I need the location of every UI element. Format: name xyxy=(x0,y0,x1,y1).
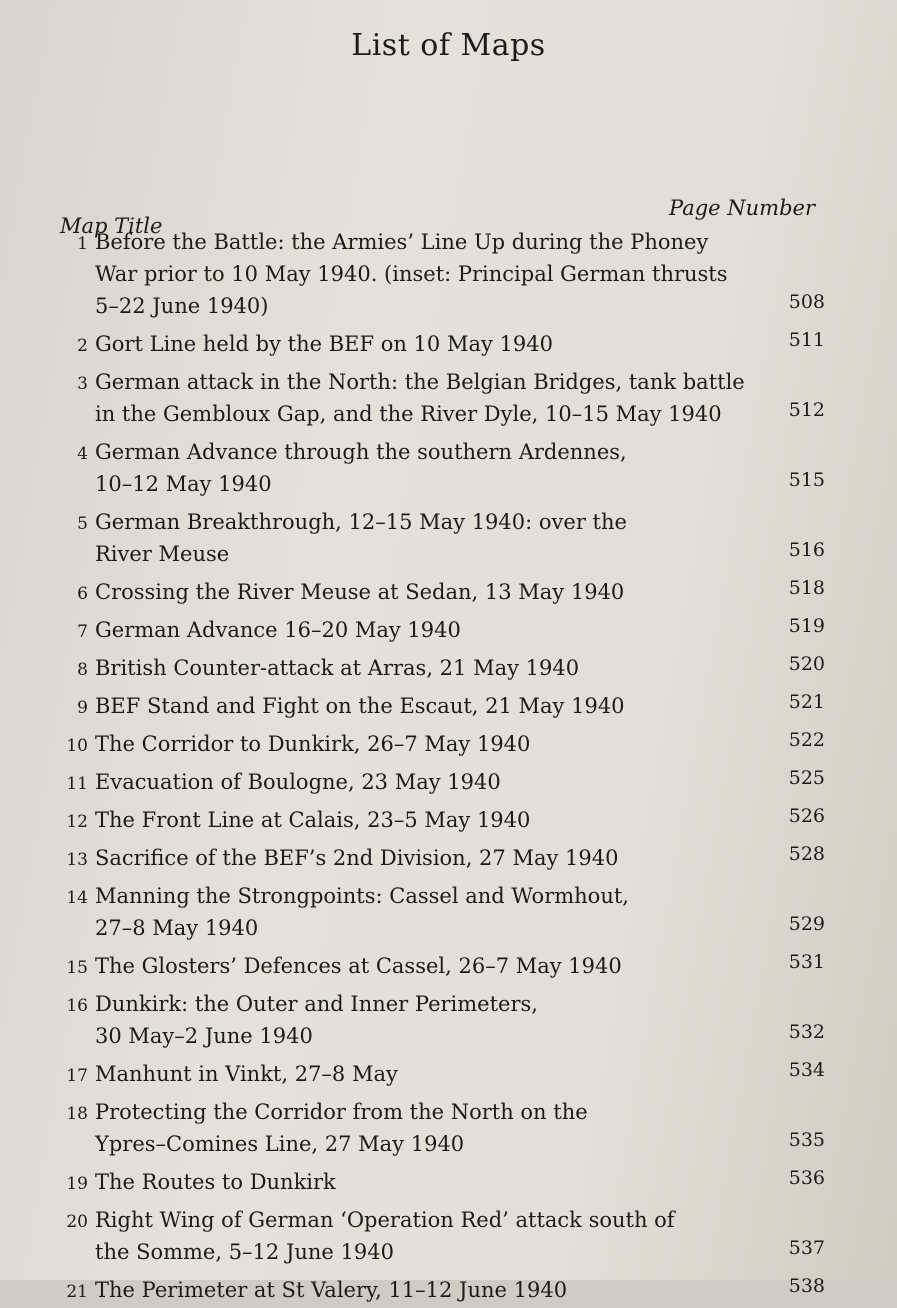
map-title xyxy=(95,988,745,1052)
map-number: 8 xyxy=(77,660,88,680)
map-title-line: 30 May–2 June 1940 xyxy=(95,1024,313,1048)
map-title-line: The Routes to Dunkirk xyxy=(95,1170,336,1194)
map-number: 4 xyxy=(77,444,88,464)
map-title xyxy=(95,842,745,874)
map-entry xyxy=(0,766,897,798)
map-entry xyxy=(0,506,897,570)
map-title-line: Manning the Strongpoints: Cassel and Wormhout, xyxy=(95,884,629,908)
map-title-line: British Counter-attack at Arras, 21 May 1940 xyxy=(95,656,580,680)
map-entry xyxy=(0,728,897,760)
map-number: 15 xyxy=(66,958,88,978)
map-title xyxy=(95,950,745,982)
map-title xyxy=(95,1096,745,1160)
map-number: 1 xyxy=(77,234,88,254)
map-title-line: Protecting the Corridor from the North on the xyxy=(95,1100,588,1124)
page-number: 526 xyxy=(788,805,825,827)
map-entry xyxy=(0,226,897,322)
map-title xyxy=(95,226,745,322)
map-title-line: German Advance 16–20 May 1940 xyxy=(95,618,461,642)
map-title-column-header: Map Title xyxy=(60,214,163,238)
page-number: 535 xyxy=(788,1129,825,1151)
map-list xyxy=(0,220,897,1306)
map-number: 19 xyxy=(66,1174,88,1194)
map-title-line: The Perimeter at St Valery, 11–12 June 1940 xyxy=(95,1278,568,1302)
map-title-line: The Corridor to Dunkirk, 26–7 May 1940 xyxy=(95,732,531,756)
map-title-line: War prior to 10 May 1940. (inset: Principal German thrusts xyxy=(95,262,728,286)
map-number: 21 xyxy=(66,1282,88,1302)
page-number: 518 xyxy=(788,577,825,599)
map-entry xyxy=(0,988,897,1052)
map-title xyxy=(95,366,745,430)
page-number: 512 xyxy=(788,399,825,421)
map-title xyxy=(95,506,745,570)
map-number: 9 xyxy=(77,698,88,718)
map-title xyxy=(95,1204,745,1268)
page-number: 531 xyxy=(788,951,825,973)
map-title-line: the Somme, 5–12 June 1940 xyxy=(95,1240,394,1264)
map-entry xyxy=(0,366,897,430)
map-entry xyxy=(0,1204,897,1268)
map-title-line: German Breakthrough, 12–15 May 1940: over the xyxy=(95,510,627,534)
map-title-line: 5–22 June 1940) xyxy=(95,294,269,318)
page-number: 508 xyxy=(788,291,825,313)
map-entry xyxy=(0,880,897,944)
map-title-line: Gort Line held by the BEF on 10 May 1940 xyxy=(95,332,553,356)
map-title xyxy=(95,690,745,722)
map-title xyxy=(95,880,745,944)
map-entry xyxy=(0,690,897,722)
map-title xyxy=(95,1166,745,1198)
map-title-line: Ypres–Comines Line, 27 May 1940 xyxy=(95,1132,465,1156)
map-title xyxy=(95,614,745,646)
map-number: 12 xyxy=(66,812,88,832)
map-number: 14 xyxy=(66,888,88,908)
page-number: 519 xyxy=(788,615,825,637)
map-number: 2 xyxy=(77,336,88,356)
map-title xyxy=(95,576,745,608)
page-number: 532 xyxy=(788,1021,825,1043)
map-number: 17 xyxy=(66,1066,88,1086)
map-number: 10 xyxy=(66,736,88,756)
page-number: 536 xyxy=(788,1167,825,1189)
map-title-line: The Glosters’ Defences at Cassel, 26–7 May 1940 xyxy=(95,954,622,978)
map-title-line: Sacrifice of the BEF’s 2nd Division, 27 May 1940 xyxy=(95,846,619,870)
map-title xyxy=(95,328,745,360)
page-number: 534 xyxy=(788,1059,825,1081)
page-number: 522 xyxy=(788,729,825,751)
page-title: List of Maps xyxy=(351,28,546,63)
map-title-line: Dunkirk: the Outer and Inner Perimeters, xyxy=(95,992,538,1016)
map-title-line: 27–8 May 1940 xyxy=(95,916,259,940)
map-title xyxy=(95,766,745,798)
map-entry xyxy=(0,614,897,646)
map-entry xyxy=(0,804,897,836)
map-title xyxy=(95,652,745,684)
map-title-line: Manhunt in Vinkt, 27–8 May xyxy=(95,1062,398,1086)
page-number: 511 xyxy=(788,329,825,351)
map-entry xyxy=(0,1096,897,1160)
map-entry xyxy=(0,842,897,874)
map-title-line: 10–12 May 1940 xyxy=(95,472,272,496)
map-entry xyxy=(0,436,897,500)
map-number: 16 xyxy=(66,996,88,1016)
page-number: 529 xyxy=(788,913,825,935)
map-title-line: The Front Line at Calais, 23–5 May 1940 xyxy=(95,808,531,832)
map-title-line: Evacuation of Boulogne, 23 May 1940 xyxy=(95,770,501,794)
map-title-line: in the Gembloux Gap, and the River Dyle, 10–15 May 1940 xyxy=(95,402,722,426)
map-entry xyxy=(0,1166,897,1198)
map-entry xyxy=(0,1058,897,1090)
map-number: 18 xyxy=(66,1104,88,1124)
map-title-line: Crossing the River Meuse at Sedan, 13 May 1940 xyxy=(95,580,625,604)
map-number: 6 xyxy=(77,584,88,604)
page-number: 528 xyxy=(788,843,825,865)
map-title xyxy=(95,1274,745,1306)
page-number: 515 xyxy=(788,469,825,491)
map-entry xyxy=(0,576,897,608)
map-title-line: German attack in the North: the Belgian Bridges, tank battle xyxy=(95,370,745,394)
page-number: 521 xyxy=(788,691,825,713)
map-title-line: German Advance through the southern Ardennes, xyxy=(95,440,627,464)
map-entry xyxy=(0,950,897,982)
map-title xyxy=(95,804,745,836)
map-title-line: BEF Stand and Fight on the Escaut, 21 May 1940 xyxy=(95,694,625,718)
map-entry xyxy=(0,328,897,360)
map-title xyxy=(95,728,745,760)
map-number: 5 xyxy=(77,514,88,534)
page-number: 538 xyxy=(788,1275,825,1297)
page-number-column-header: Page Number xyxy=(669,196,815,220)
map-entry xyxy=(0,652,897,684)
map-number: 11 xyxy=(66,774,88,794)
page-number: 525 xyxy=(788,767,825,789)
page-number: 516 xyxy=(788,539,825,561)
map-number: 7 xyxy=(77,622,88,642)
map-number: 13 xyxy=(66,850,88,870)
map-title-line: Before the Battle: the Armies’ Line Up during the Phoney xyxy=(95,230,709,254)
map-title-line: Right Wing of German ‘Operation Red’ attack south of xyxy=(95,1208,675,1232)
page-number: 520 xyxy=(788,653,825,675)
map-title-line: River Meuse xyxy=(95,542,230,566)
map-title xyxy=(95,1058,745,1090)
map-title xyxy=(95,436,745,500)
page-number: 537 xyxy=(788,1237,825,1259)
map-number: 3 xyxy=(77,374,88,394)
map-entry xyxy=(0,1274,897,1306)
map-number: 20 xyxy=(66,1212,88,1232)
